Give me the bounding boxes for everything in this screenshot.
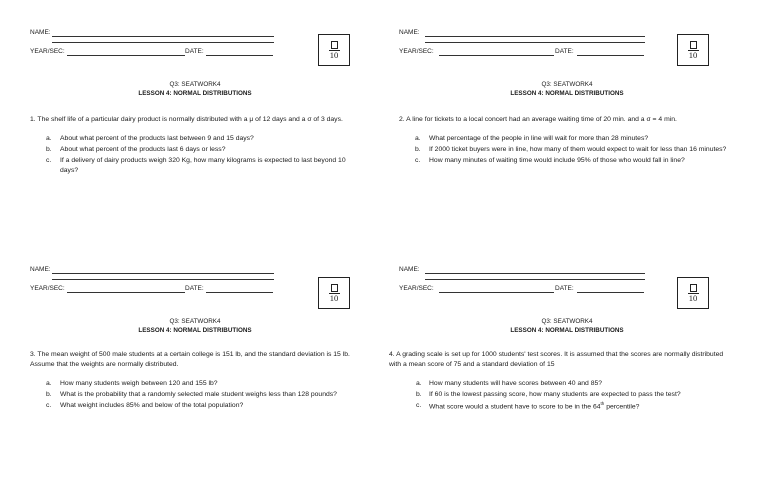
year-date-row	[30, 284, 360, 293]
header-lesson: LESSON 4: NORMAL DISTRIBUTIONS	[138, 327, 252, 335]
name-row	[30, 265, 360, 274]
score-blank[interactable]	[331, 41, 338, 49]
date-label: DATE:	[555, 48, 574, 55]
name-line[interactable]	[425, 273, 645, 274]
worksheet-header	[30, 317, 360, 335]
subquestion-a: a. How many students will have scores between 40 and 85?	[416, 379, 603, 387]
name-row	[30, 28, 350, 37]
name-line-2	[425, 42, 645, 43]
date-line[interactable]	[577, 55, 644, 56]
subquestion-list	[30, 134, 350, 175]
subquestion-b: b. If 2000 ticket buyers were in line, how many of them would expect to wait for less than 16 minutes?	[415, 145, 727, 153]
name-label: NAME:	[30, 29, 51, 36]
year-label: YEAR/SEC:	[399, 48, 434, 55]
name-line-2	[52, 279, 274, 280]
score-box	[318, 277, 350, 309]
name-line-2	[52, 42, 274, 43]
subquestion-a: a. How many students weigh between 120 and 155 lb?	[46, 379, 218, 387]
header-seatwork: Q3: SEATWORK4	[541, 318, 593, 325]
score-box	[677, 34, 709, 66]
worksheet-header	[30, 80, 360, 98]
score-box	[318, 34, 350, 66]
name-row	[399, 265, 734, 274]
seatwork-card-4	[389, 265, 734, 413]
ordinal-suffix: th	[600, 400, 605, 406]
year-line[interactable]	[67, 55, 185, 56]
date-line[interactable]	[206, 292, 273, 293]
subquestion-c: c. What weight includes 85% and below of the total population?	[46, 401, 244, 409]
date-label: DATE:	[185, 285, 204, 292]
question-text: 3. The mean weight of 500 male students at a certain college is 151 lb, and the standard deviation is 15 lb. Assume that the weights are normally distributed.	[30, 351, 350, 369]
year-label: YEAR/SEC:	[30, 285, 65, 292]
question-text: 1. The shelf life of a particular dairy product is normally distributed with a μ of 12 days and a σ of 3 days.	[30, 116, 343, 124]
score-blank[interactable]	[331, 284, 338, 292]
score-box	[677, 277, 709, 309]
year-line[interactable]	[439, 55, 554, 56]
name-line[interactable]	[52, 273, 274, 274]
header-seatwork: Q3: SEATWORK4	[169, 318, 221, 325]
header-lesson: LESSON 4: NORMAL DISTRIBUTIONS	[510, 90, 624, 98]
header-lesson: LESSON 4: NORMAL DISTRIBUTIONS	[510, 327, 624, 335]
name-line[interactable]	[52, 36, 274, 37]
subquestion-a: a. About what percent of the products last between 9 and 15 days?	[46, 135, 254, 143]
name-label: NAME:	[30, 266, 51, 273]
seatwork-card-3	[30, 265, 360, 411]
subquestion-c: c. How many minutes of waiting time would include 95% of those who would fall in line?	[415, 156, 685, 164]
score-total: 10	[329, 292, 339, 303]
date-line[interactable]	[577, 292, 644, 293]
name-line-2	[425, 279, 645, 280]
year-line[interactable]	[439, 292, 554, 293]
subquestion-b: b. What is the probability that a randomly selected male student weighs less than 128 pounds?	[46, 390, 337, 398]
name-label: NAME:	[399, 29, 420, 36]
subquestion-a: a. What percentage of the people in line will wait for more than 28 minutes?	[415, 135, 649, 143]
year-label: YEAR/SEC:	[399, 285, 434, 292]
year-line[interactable]	[67, 292, 185, 293]
subquestion-b: b. About what percent of the products last 6 days or less?	[46, 145, 226, 153]
year-date-row	[30, 47, 350, 56]
header-seatwork: Q3: SEATWORK4	[541, 81, 593, 88]
worksheet-header	[399, 80, 735, 98]
header-lesson: LESSON 4: NORMAL DISTRIBUTIONS	[138, 90, 252, 98]
subquestion-list	[399, 134, 729, 166]
question-text: 2. A line for tickets to a local concert had an average waiting time of 20 min. and a σ = 4 min.	[399, 116, 677, 124]
score-blank[interactable]	[690, 284, 697, 292]
subquestion-c: c. What score would a student have to score to be in the 64th percentile?	[416, 400, 640, 410]
score-total: 10	[688, 49, 698, 60]
name-line[interactable]	[425, 36, 645, 37]
subquestion-list	[389, 379, 734, 412]
question-text: 4. A grading scale is set up for 1000 students' test scores. It is assumed that the scores are normally distributed with a mean score of 75 and a standard deviation of 15	[389, 351, 724, 369]
seatwork-card-2	[399, 28, 729, 167]
subquestion-b: b. If 60 is the lowest passing score, how many students are expected to pass the test?	[416, 390, 681, 398]
date-line[interactable]	[206, 55, 273, 56]
name-label: NAME:	[399, 266, 420, 273]
seatwork-card-1	[30, 28, 350, 176]
score-blank[interactable]	[690, 41, 697, 49]
subquestion-list	[30, 379, 360, 411]
date-label: DATE:	[185, 48, 204, 55]
score-total: 10	[329, 49, 339, 60]
header-seatwork: Q3: SEATWORK4	[169, 81, 221, 88]
subquestion-c: c. If a delivery of dairy products weigh 320 Kg, how many kilograms is expected to last beyond 10 days?	[46, 156, 346, 174]
score-total: 10	[688, 292, 698, 303]
date-label: DATE:	[555, 285, 574, 292]
year-label: YEAR/SEC:	[30, 48, 65, 55]
worksheet-header	[389, 317, 745, 335]
